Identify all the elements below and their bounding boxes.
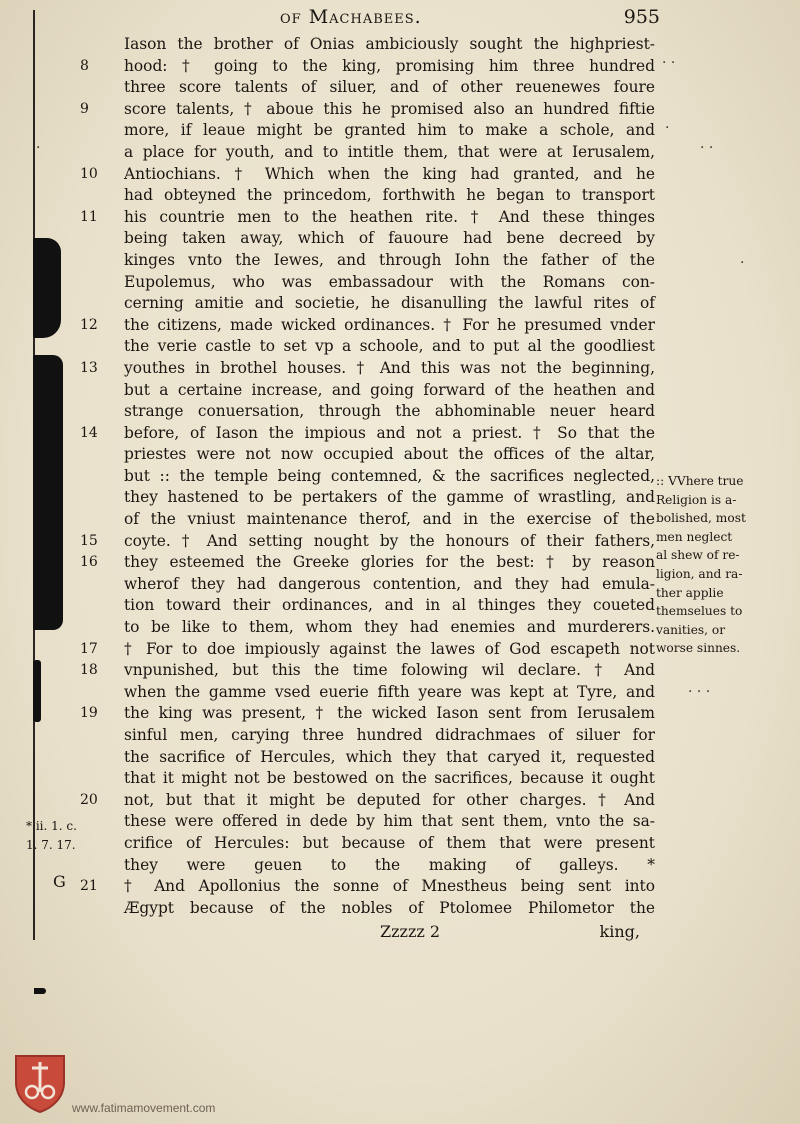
line-text: Iason the brother of Onias ambiciously sought the highpriest- xyxy=(124,35,655,53)
text-line xyxy=(80,99,655,121)
text-line xyxy=(110,466,655,488)
line-text: youthes in brothel houses. † And this was not the beginning, xyxy=(124,358,655,377)
binding-shadow-middle xyxy=(33,355,63,630)
text-line xyxy=(110,120,655,142)
line-text: of the vniust maintenance therof, and in the exercise of the xyxy=(124,510,655,529)
margin-dot: · xyxy=(740,255,745,271)
line-text: strange conuersation, through the abhominable neuer heard xyxy=(124,402,655,421)
running-head: of Machabees. xyxy=(280,6,422,28)
line-text: † And Apollonius the sonne of Mnestheus being sent into xyxy=(124,877,655,896)
text-line xyxy=(110,617,655,639)
line-text: cerning amitie and societie, he disanulling the lawful rites of xyxy=(124,294,655,313)
line-text: but :: the temple being contemned, & the sacrifices neglected, xyxy=(124,466,655,485)
text-line xyxy=(110,747,655,769)
line-text: Ægypt because of the nobles of Ptolomee Philometor the xyxy=(124,898,655,917)
line-text: three score talents of siluer, and of other reuenewes foure xyxy=(124,78,655,97)
page-number: 955 xyxy=(623,6,660,28)
line-text: the citizens, made wicked ordinances. † For he presumed vnder xyxy=(124,315,655,334)
side-note-line: themselues to xyxy=(656,604,743,619)
verse-number: 20 xyxy=(80,791,98,808)
line-text: wherof they had dangerous contention, and they had emula- xyxy=(124,574,655,593)
body-text xyxy=(80,34,655,919)
side-note xyxy=(656,472,766,658)
side-note-line: vanities, or xyxy=(656,622,726,637)
line-text: tion toward their ordinances, and in al thinges they coueted xyxy=(124,596,655,615)
margin-reference-2: 1. 7. 17. xyxy=(26,838,76,852)
line-text: Eupolemus, who was embassadour with the Romans con- xyxy=(124,272,655,291)
line-text: more, if leaue might be granted him to make a schole, and xyxy=(124,121,655,140)
text-line xyxy=(80,790,655,812)
text-line xyxy=(80,56,655,78)
line-text: kinges vnto the Iewes, and through Iohn the father of the xyxy=(124,250,655,269)
margin-dot: · xyxy=(665,120,670,136)
text-line xyxy=(110,833,655,855)
margin-reference-1: * ii. 1. c. xyxy=(26,819,77,833)
side-note-line: :: VVhere true xyxy=(656,474,744,488)
verse-number: 18 xyxy=(80,662,98,679)
text-line xyxy=(80,207,655,229)
text-line xyxy=(80,703,655,725)
text-line xyxy=(110,336,655,358)
line-text: coyte. † And setting nought by the honours of their fathers, xyxy=(124,531,655,550)
side-note-line: men neglect xyxy=(656,529,733,544)
text-line xyxy=(110,401,655,423)
line-text: to be like to them, whom they had enemies and murderers. xyxy=(124,618,655,637)
binding-shadow-top xyxy=(33,238,61,338)
text-line xyxy=(110,595,655,617)
line-text: vnpunished, but this the time folowing wil declare. † And xyxy=(124,661,655,680)
verse-number: 11 xyxy=(80,208,98,225)
line-text: these were offered in dede by him that sent them, vnto the sa- xyxy=(124,812,655,831)
text-line xyxy=(110,34,655,56)
text-line xyxy=(110,574,655,596)
binding-shadow-small xyxy=(33,660,41,722)
binding-mark-arrow xyxy=(34,988,46,994)
verse-number: 17 xyxy=(80,640,98,657)
verse-number: 21 xyxy=(80,878,98,895)
text-line xyxy=(110,142,655,164)
text-line xyxy=(110,380,655,402)
text-line xyxy=(80,358,655,380)
text-line xyxy=(110,487,655,509)
side-note-line: Religion is a- xyxy=(656,492,737,507)
text-line xyxy=(80,423,655,445)
line-text: had obteyned the princedom, forthwith he began to transport xyxy=(124,186,655,205)
text-line xyxy=(110,293,655,315)
catch-line xyxy=(380,922,640,944)
line-text: † For to doe impiously against the lawes of God escapeth not xyxy=(124,639,655,658)
verse-number: 13 xyxy=(80,359,98,376)
text-line xyxy=(110,811,655,833)
gathering-letter: G xyxy=(53,872,66,891)
text-line xyxy=(110,185,655,207)
text-line xyxy=(80,164,655,186)
line-text: Antiochians. † Which when the king had granted, and he xyxy=(124,164,655,183)
verse-number: 12 xyxy=(80,316,98,333)
text-line xyxy=(110,725,655,747)
margin-dot: · xyxy=(36,140,41,156)
line-text: but a certaine increase, and going forward of the heathen and xyxy=(124,380,655,399)
verse-number: 19 xyxy=(80,705,98,722)
text-line xyxy=(110,898,655,920)
verse-number: 8 xyxy=(80,57,89,74)
side-note-line: bolished, most xyxy=(656,511,746,526)
verse-number: 15 xyxy=(80,532,98,549)
line-text: score talents, † aboue this he promised also an hundred fiftie xyxy=(124,99,655,118)
text-line xyxy=(80,660,655,682)
line-text: they hastened to be pertakers of the gamme of wrastling, and xyxy=(124,488,655,507)
line-text: that it might not be bestowed on the sacrifices, because it ought xyxy=(124,769,655,788)
line-text: the sacrifice of Hercules, which they that caryed it, requested xyxy=(124,747,655,766)
line-text: not, but that it might be deputed for other charges. † And xyxy=(124,790,655,809)
margin-dot: · · · xyxy=(688,684,711,700)
line-text: a place for youth, and to intitle them, that were at Ierusalem, xyxy=(124,142,655,161)
verse-number: 16 xyxy=(80,554,98,571)
line-text: priestes were not now occupied about the offices of the altar, xyxy=(124,445,655,464)
line-text: when the gamme vsed euerie fifth yeare was kept at Tyre, and xyxy=(124,682,655,701)
line-text: the verie castle to set vp a schoole, and to put al the goodliest xyxy=(124,337,655,356)
text-line xyxy=(110,768,655,790)
website-watermark: www.fatimamovement.com xyxy=(72,1101,216,1115)
text-line xyxy=(110,682,655,704)
text-line xyxy=(80,552,655,574)
text-line xyxy=(110,272,655,294)
verse-number: 14 xyxy=(80,424,98,441)
line-text: they were geuen to the making of galleys. * xyxy=(124,855,655,874)
page-header xyxy=(270,6,660,32)
side-note-line: al shew of re- xyxy=(656,548,740,563)
side-note-line: ther applie xyxy=(656,585,724,600)
text-line xyxy=(80,876,655,898)
line-text: sinful men, carying three hundred didrachmaes of siluer for xyxy=(124,726,655,744)
fatima-movement-shield-logo xyxy=(12,1052,68,1114)
line-text: they esteemed the Greeke glories for the best: † by reason xyxy=(124,553,655,572)
line-text: crifice of Hercules: but because of them that were present xyxy=(124,833,655,852)
text-line xyxy=(80,531,655,553)
text-line xyxy=(110,77,655,99)
line-text: hood: † going to the king, promising him three hundred xyxy=(124,56,655,75)
line-text: before, of Iason the impious and not a priest. † So that the xyxy=(124,423,655,442)
side-note-line: worse sinnes. xyxy=(656,641,741,656)
text-line xyxy=(110,250,655,272)
text-line xyxy=(110,228,655,250)
verse-number: 10 xyxy=(80,165,98,182)
verse-number: 9 xyxy=(80,100,89,117)
line-text: his countrie men to the heathen rite. † And these thinges xyxy=(124,207,655,226)
text-line xyxy=(80,639,655,661)
signature-mark: Zzzzz 2 xyxy=(380,922,441,941)
text-line xyxy=(110,509,655,531)
text-line xyxy=(110,444,655,466)
line-text: the king was present, † the wicked Iason sent from Ierusalem xyxy=(124,704,655,723)
catchword: king, xyxy=(599,922,640,941)
line-text: being taken away, which of fauoure had bene decreed by xyxy=(124,229,655,248)
text-line xyxy=(80,315,655,337)
margin-dot: · · xyxy=(662,55,676,71)
text-line xyxy=(110,855,655,877)
margin-dot: · · xyxy=(700,140,714,156)
side-note-line: ligion, and ra- xyxy=(656,566,743,581)
